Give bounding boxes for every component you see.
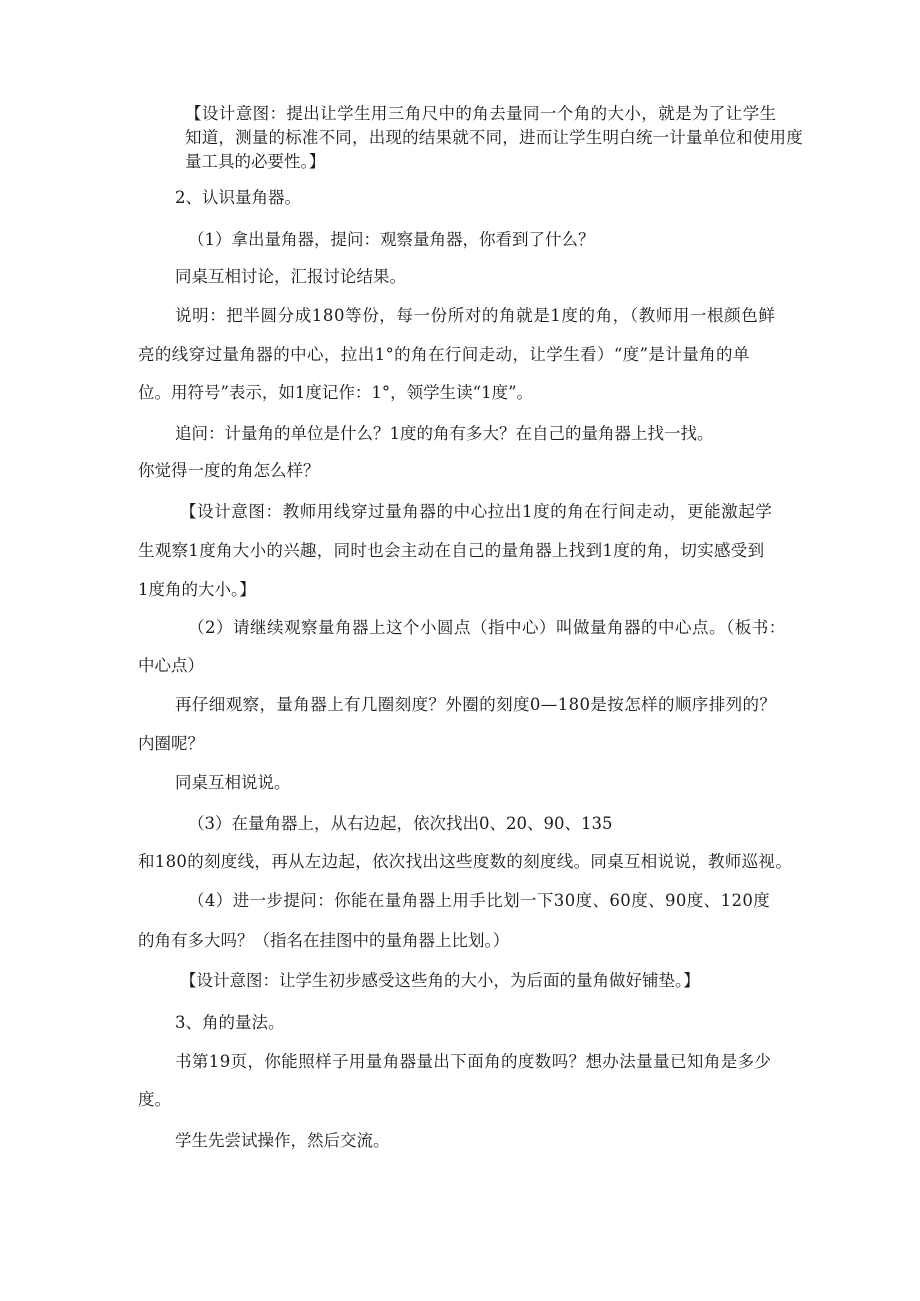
explanation-line-1: 说明：把半圆分成180等份，每一份所对的角就是1度的角，（教师用一根颜色鲜 (175, 306, 776, 325)
observe-line-1: 再仔细观察，量角器上有几圈刻度？外圈的刻度0—180是按怎样的顺序排列的？ (175, 695, 777, 714)
book-task-line-1: 书第19页，你能照样子用量角器量出下面角的度数吗？想办法量量已知角是多少 (175, 1052, 772, 1071)
step-2-line-2: 中心点） (138, 656, 204, 675)
design-intent-2-line-1: 【设计意图：教师用线穿过量角器的中心拉出1度的角在行间走动，更能激起学 (180, 502, 773, 521)
step-3-line-2: 和180的刻度线，再从左边起，依次找出这些度数的刻度线。同桌互相说说，教师巡视。 (138, 852, 792, 871)
pair-talk: 同桌互相说说。 (175, 773, 291, 792)
book-task-line-2: 度。 (138, 1090, 171, 1109)
design-intent-1-line-2: 知道，测量的标准不同，出现的结果就不同，进而让学生明白统一计量单位和使用度 (185, 128, 803, 147)
design-intent-1-line-1: 【设计意图：提出让学生用三角尺中的角去量同一个角的大小，就是为了让学生 (185, 104, 777, 123)
explanation-line-3: 位。用符号”表示，如1度记作：1°，领学生读“1度”。 (138, 383, 534, 402)
step-4-line-1: （4）进一步提问：你能在量角器上用手比划一下30度、60度、90度、120度 (188, 891, 771, 910)
section-heading-2: 2、认识量角器。 (175, 188, 301, 207)
observe-line-2: 内圈呢？ (138, 734, 204, 753)
design-intent-2-line-2: 生观察1度角大小的兴趣，同时也会主动在自己的量角器上找到1度的角，切实感受到 (138, 541, 765, 560)
step-3-line-1: （3）在量角器上，从右边起，依次找出0、20、90、135 (188, 814, 613, 833)
follow-up-question: 追问：计量角的单位是什么？1度的角有多大？在自己的量角器上找一找。 (175, 424, 714, 443)
step-1-question: （1）拿出量角器，提问：观察量角器，你看到了什么？ (188, 230, 595, 249)
step-2-line-1: （2）请继续观察量角器上这个小圆点（指中心）叫做量角器的中心点。（板书： (188, 618, 786, 637)
design-intent-2-line-3: 1度角的大小。】 (138, 580, 256, 599)
section-heading-3: 3、角的量法。 (175, 1013, 285, 1032)
step-4-line-2: 的角有多大吗？（指名在挂图中的量角器上比划。） (138, 931, 510, 950)
design-intent-3: 【设计意图：让学生初步感受这些角的大小，为后面的量角做好铺垫。】 (180, 971, 700, 990)
discussion-text: 同桌互相讨论，汇报讨论结果。 (175, 267, 406, 286)
student-attempt: 学生先尝试操作，然后交流。 (175, 1131, 390, 1150)
explanation-line-2: 亮的线穿过量角器的中心，拉出1°的角在行间走动，让学生看）“度”是计量角的单 (138, 345, 750, 364)
design-intent-1-line-3: 量工具的必要性。】 (185, 152, 326, 171)
follow-up-question-2: 你觉得一度的角怎么样？ (138, 461, 320, 480)
